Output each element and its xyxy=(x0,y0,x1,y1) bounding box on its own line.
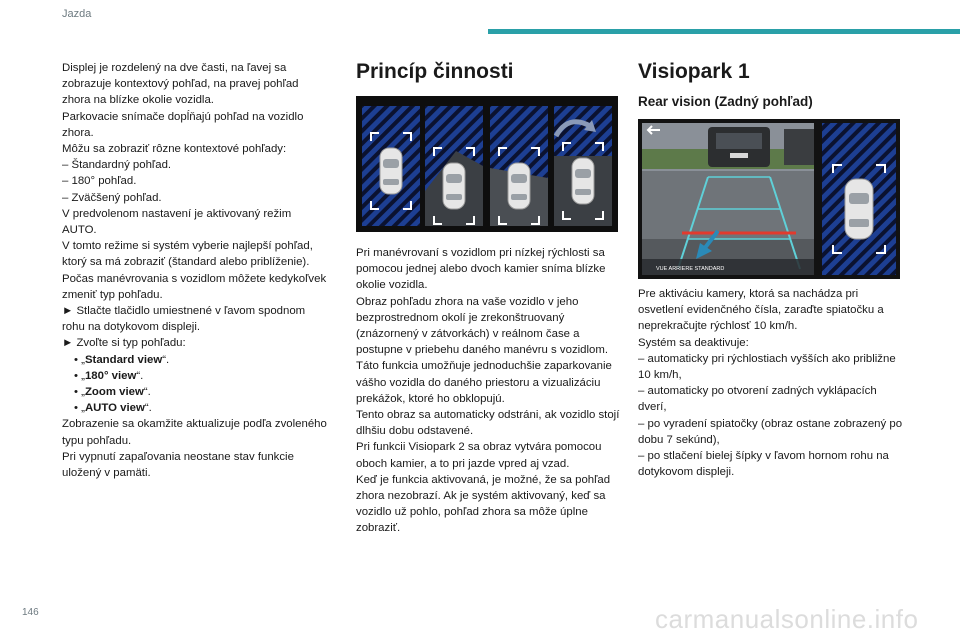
page-number: 146 xyxy=(22,607,39,618)
paragraph: V predvolenom nastavení je aktivovaný režim AUTO. xyxy=(62,207,292,237)
view-option-zoom: • „Zoom view“. xyxy=(74,386,151,399)
dash-item: – automaticky pri rýchlostiach vyšších ako približne 10 km/h, xyxy=(638,352,896,382)
column-right xyxy=(638,60,903,480)
paragraph: Zobrazenie sa okamžite aktualizuje podľa zvoleného typu pohľadu. xyxy=(62,418,327,447)
section-title: Visiopark 1 xyxy=(638,60,750,83)
paragraph: Tento obraz sa automaticky odstráni, ak vozidlo stojí dlhšiu dobu odstavené. xyxy=(356,409,620,438)
paragraph: Počas manévrovania s vozidlom môžete kedykoľvek zmeniť typ pohľadu. xyxy=(62,272,327,301)
paragraph: V tomto režime si systém vyberie najlepší pohľad, ktorý sa má zobraziť (štandard alebo priblíženie). xyxy=(62,240,313,269)
dash-item: – po vyradení spiatočky (obraz ostane zobrazený po dobu 7 sekúnd), xyxy=(638,417,903,446)
rear-camera-screen-illustration xyxy=(638,119,900,279)
dash-item: – 180° pohľad. xyxy=(62,175,137,188)
dash-item: – Zväčšený pohľad. xyxy=(62,191,162,204)
instruction-step: ► Zvoľte si typ pohľadu: xyxy=(62,337,186,350)
column-left xyxy=(62,60,327,481)
header-title: Jazda xyxy=(62,8,92,20)
section-subtitle: Rear vision (Zadný pohľad) xyxy=(638,94,813,109)
paragraph: Pri vypnutí zapaľovania neostane stav funkcie uložený v pamäti. xyxy=(62,450,294,480)
dash-item: – Štandardný pohľad. xyxy=(62,159,172,172)
paragraph: Systém sa deaktivuje: xyxy=(638,336,749,349)
paragraph: Displej je rozdelený na dve časti, na ľavej sa zobrazuje kontextový pohľad, na pravej pohľad zhora na blízke okolie vozidla. xyxy=(62,62,299,107)
dash-item: – po stlačení bielej šípky v ľavom hornom rohu na dotykovom displeji. xyxy=(638,450,889,479)
paragraph: Pri manévrovaní s vozidlom pri nízkej rýchlosti sa pomocou jednej alebo dvoch kamier sníma blízke okolie vozidla. xyxy=(356,247,606,292)
section-title: Princíp činnosti xyxy=(356,60,514,83)
view-option-standard: • „Standard view“. xyxy=(74,353,170,366)
paragraph: Pre aktiváciu kamery, ktorá sa nachádza pri osvetlení evidenčného čísla, zaraďte spiatočku a neprekračujte rýchlosť 10 km/h. xyxy=(638,288,884,333)
top-view-illustration xyxy=(356,96,618,232)
paragraph: Pri funkcii Visiopark 2 sa obraz vytvára pomocou oboch kamier, a to pri jazde vpred aj vzad. xyxy=(356,441,602,470)
paragraph: Táto funkcia umožňuje jednoduchšie zaparkovanie vášho vozidla do daného priestoru a vizualizáciu prekážok, ktoré ho obklopujú. xyxy=(356,360,612,405)
paragraph: Parkovacie snímače dopĺňajú pohľad na vozidlo zhora. xyxy=(62,110,304,139)
view-option-180: • „180° view“. xyxy=(74,369,144,382)
header-accent-bar xyxy=(488,29,960,34)
instruction-step: ► Stlačte tlačidlo umiestnené v ľavom spodnom rohu na dotykovom displeji. xyxy=(62,305,306,334)
paragraph: Keď je funkcia aktivovaná, je možné, že sa pohľad zhora nezobrazí. Ak je systém aktivovaný, keď sa vozidlo už pohlo, pohľad zhora sa môže úplne zobraziť. xyxy=(356,473,611,535)
column-middle xyxy=(356,60,621,537)
watermark: carmanualsonline.info xyxy=(655,604,919,634)
paragraph: Obraz pohľadu zhora na vaše vozidlo v jeho bezprostrednom okolí je zrekonštruovaný (znázornený v zátvorkách) v reálnom čase a postupne v priebehu daného manévru s vozidlom. xyxy=(356,295,609,357)
paragraph: Môžu sa zobraziť rôzne kontextové pohľady: xyxy=(62,143,287,156)
screen-view-label: VUE ARRIERE STANDARD xyxy=(656,266,725,272)
dash-item: – automaticky po otvorení zadných vyklápacích dverí, xyxy=(638,385,877,414)
view-option-auto: • „AUTO view“. xyxy=(74,402,152,415)
